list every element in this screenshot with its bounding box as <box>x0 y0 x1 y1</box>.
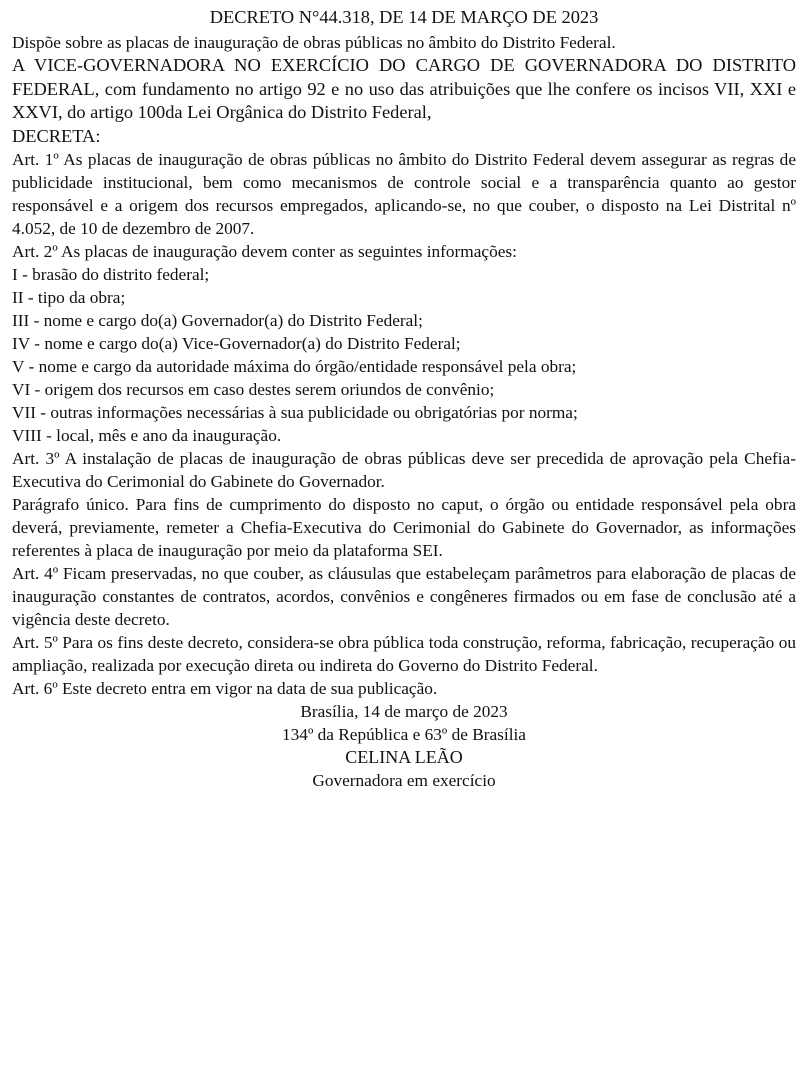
list-item: VIII - local, mês e ano da inauguração. <box>12 426 282 445</box>
signatory-role: Governadora em exercício <box>312 771 496 790</box>
article-2: Art. 2º As placas de inauguração devem conter as seguintes informações: <box>12 242 517 261</box>
article-2-items <box>12 263 796 447</box>
place-date: Brasília, 14 de março de 2023 <box>300 702 508 721</box>
decree-preamble: A VICE-GOVERNADORA NO EXERCÍCIO DO CARGO DE GOVERNADORA DO DISTRITO FEDERAL, com fundamento no artigo 92 e no uso das atribuições que lhe confere os incisos VII, XXI e XXVI, do artigo 100da Lei Orgânica do Distrito Federal, <box>12 55 796 122</box>
article-3: Art. 3º A instalação de placas de inauguração de obras públicas deve ser precedida de aprovação pela Chefia-Executiva do Cerimonial do Gabinete do Governador. <box>12 449 796 491</box>
decree-title: DECRETO N°44.318, DE 14 DE MARÇO DE 2023 <box>209 7 599 27</box>
republic-year: 134º da República e 63º de Brasília <box>282 725 526 744</box>
article-4: Art. 4º Ficam preservadas, no que couber, as cláusulas que estabeleçam parâmetros para elaboração de placas de inauguração constantes de contratos, acordos, convênios e congêneres firmados ou em fase de conclusão até a vigência deste decreto. <box>12 564 796 629</box>
signatory-name: CELINA LEÃO <box>345 747 463 767</box>
sole-paragraph: Parágrafo único. Para fins de cumprimento do disposto no caput, o órgão ou entidade responsável pela obra deverá, previamente, remeter a Chefia-Executiva do Cerimonial do Gabinete do Governador, as informações referentes à placa de inauguração por meio da plataforma SEI. <box>12 495 796 560</box>
decree-document <box>12 5 796 792</box>
article-1: Art. 1º As placas de inauguração de obras públicas no âmbito do Distrito Federal devem assegurar as regras de publicidade institucional, bem como mecanismos de controle social e a transparência quanto ao gestor responsável e a origem dos recursos empregados, aplicando-se, no que couber, o disposto na Lei Distrital nº 4.052, de 10 de dezembro de 2007. <box>12 150 796 238</box>
decreta-heading: DECRETA: <box>12 125 101 146</box>
list-item: III - nome e cargo do(a) Governador(a) do Distrito Federal; <box>12 311 423 330</box>
list-item: VI - origem dos recursos em caso destes serem oriundos de convênio; <box>12 380 495 399</box>
list-item: IV - nome e cargo do(a) Vice-Governador(a) do Distrito Federal; <box>12 334 461 353</box>
decree-summary: Dispõe sobre as placas de inauguração de obras públicas no âmbito do Distrito Federal. <box>12 33 616 52</box>
article-5: Art. 5º Para os fins deste decreto, considera-se obra pública toda construção, reforma, fabricação, recuperação ou ampliação, realizada por execução direta ou indireta do Governo do Distrito Federal. <box>12 633 796 675</box>
list-item: II - tipo da obra; <box>12 288 126 307</box>
list-item: I - brasão do distrito federal; <box>12 265 210 284</box>
list-item: VII - outras informações necessárias à sua publicidade ou obrigatórias por norma; <box>12 403 578 422</box>
list-item: V - nome e cargo da autoridade máxima do órgão/entidade responsável pela obra; <box>12 357 577 376</box>
article-6: Art. 6º Este decreto entra em vigor na data de sua publicação. <box>12 679 438 698</box>
